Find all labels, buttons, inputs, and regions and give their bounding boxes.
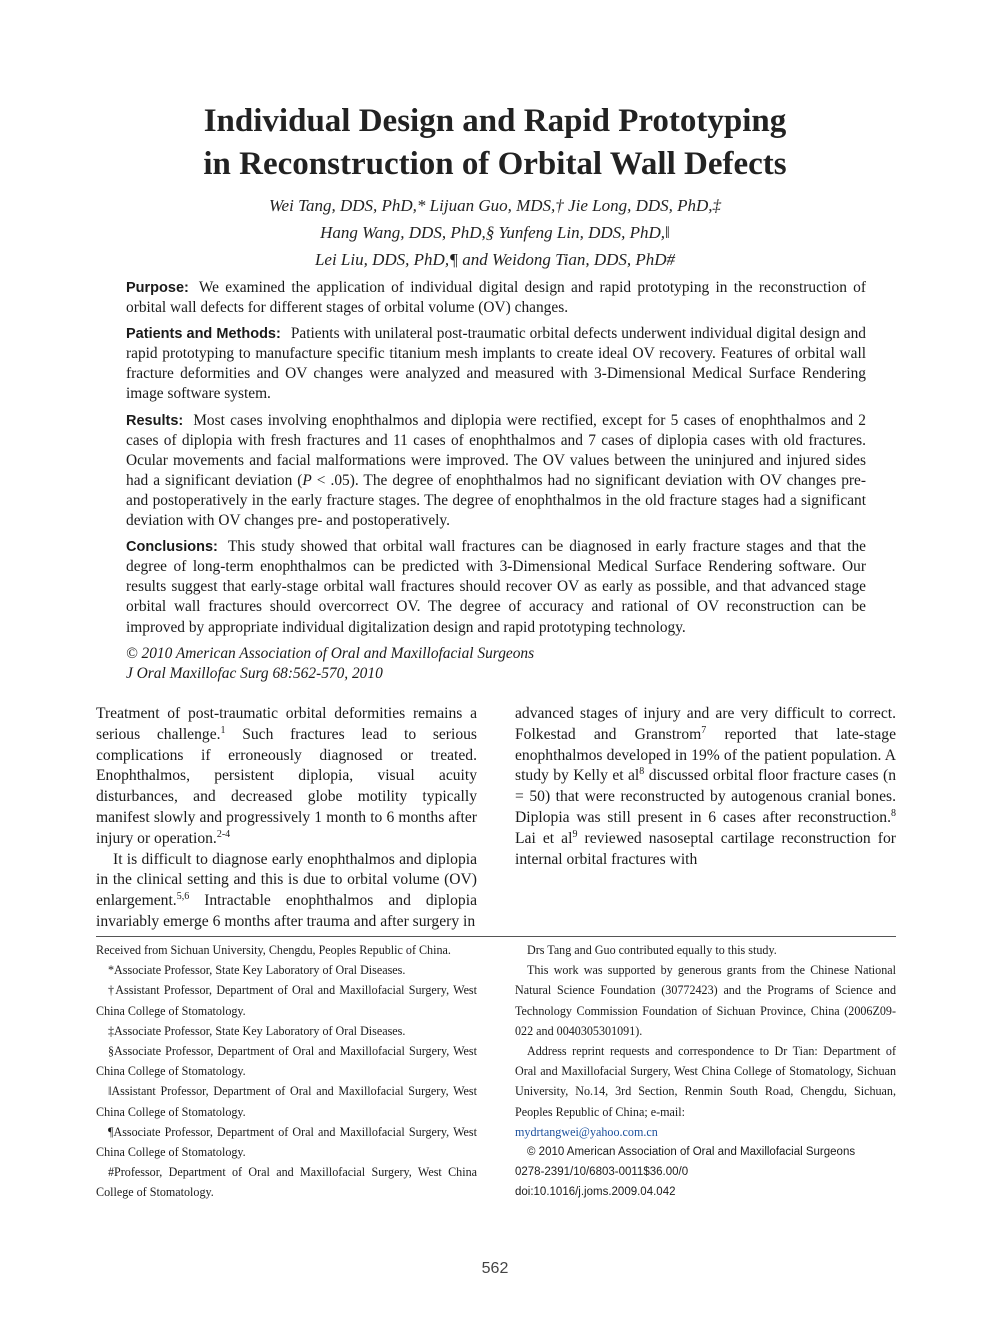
results-heading: Results: [126, 412, 184, 429]
body-text: Lai et al [515, 829, 573, 847]
footnote-author-5: ‖Assistant Professor, Department of Oral and Maxillofacial Surgery, West China College of Stomatology. [96, 1084, 477, 1119]
footnotes-right [515, 940, 896, 1203]
body-text: reported that late-stage enophthalmos developed in 19% of the patient population. A study by Kelly et al [515, 725, 896, 785]
title-line-1: Individual Design and Rapid Prototyping [203, 103, 787, 139]
body-text: Such fractures lead to serious complications if erroneously diagnosed or treated. Enophthalmos, persistent diplopia, visual acuity disturbances, and decreased globe motility typically manifest slowly and progressively 1 month to 6 months after injury or operation. [96, 725, 477, 847]
authors-line-1: Wei Tang, DDS, PhD,* Lijuan Guo, MDS,† Jie Long, DDS, PhD,‡ [268, 196, 722, 215]
footnote-issn: 0278-2391/10/6803-0011$36.00/0 [515, 1166, 689, 1179]
footnote-doi: doi:10.1016/j.joms.2009.04.042 [515, 1186, 676, 1199]
body-text: It is difficult to diagnose early enophthalmos and diplopia in the clinical setting and this is due to orbital volume (OV) enlargement. [96, 850, 477, 910]
body-text: discussed orbital floor fracture cases (n = 50) that were reconstructed by autogenous cranial bones. Diplopia was still present in 6 cases after reconstruction. [515, 767, 896, 826]
reference-link[interactable]: 8 [891, 807, 896, 819]
reference-link[interactable]: 5,6 [176, 891, 190, 903]
footnote-author-2: †Assistant Professor, Department of Oral and Maxillofacial Surgery, West China College of Stomatology. [96, 983, 477, 1018]
abstract-purpose [126, 278, 866, 318]
body-text: reviewed nasoseptal cartilage reconstruction for internal orbital fractures with [515, 829, 896, 868]
footnote-grant: This work was supported by generous grants from the Chinese National Natural Science Foundation (30772423) and the Programs of Science and Technology Commission Foundation of Sichuan Province, China (2006Z09-022 and 0040305301091). [515, 963, 896, 1038]
footnotes-left [96, 940, 477, 1203]
body-column-left [96, 704, 477, 933]
body-paragraph-2-continued [515, 704, 896, 870]
body-paragraph-1 [96, 704, 477, 850]
author-list [100, 192, 890, 273]
footnote-author-7: #Professor, Department of Oral and Maxillofacial Surgery, West China College of Stomatology. [96, 1165, 477, 1200]
page-number: 562 [481, 1260, 509, 1277]
footnote-received: Received from Sichuan University, Chengdu, Peoples Republic of China. [96, 943, 451, 957]
results-text-a: Most cases involving enophthalmos and diplopia were rectified, except for 5 cases of enophthalmos and 2 cases of diplopia with fresh fractures and 11 cases of enophthalmos and 7 cases of diplopia cases with old fractures. Ocular movements and facial malformations were improved. The OV values between the uninjured and injured sides had a significant deviation ( [126, 411, 866, 489]
reference-link[interactable]: 1 [220, 724, 226, 736]
results-text-b: < .05). The degree of enophthalmos had no significant deviation with OV changes pre- and postoperatively in the early fracture stages. The degree of enophthalmos in the old fracture stages had a significant deviation with OV changes pre- and postoperatively. [126, 471, 866, 530]
methods-heading: Patients and Methods: [126, 326, 281, 343]
footnote-author-4: §Associate Professor, Department of Oral and Maxillofacial Surgery, West China College of Stomatology. [96, 1044, 477, 1079]
purpose-heading: Purpose: [126, 280, 189, 296]
body-text: Intractable enophthalmos and diplopia invariably emerge 6 months after trauma and after surgery in [96, 892, 477, 930]
body-paragraph-2 [96, 850, 477, 933]
footnote-author-6: ¶Associate Professor, Department of Oral and Maxillofacial Surgery, West China College of Stomatology. [96, 1124, 477, 1160]
conclusions-heading: Conclusions: [126, 539, 218, 556]
abstract-methods [126, 324, 866, 404]
footnote-address: Address reprint requests and correspondence to Dr Tian: Department of Oral and Maxillofacial Surgery, West China College of Stomatology, Sichuan University, No.14, 3rd Section, Renmin South Road, Chengdu, Sichuan, Peoples Republic of China; e-mail: [515, 1044, 896, 1119]
methods-text: Patients with unilateral post-traumatic orbital defects underwent individual digital design and rapid prototyping to manufacture specific titanium mesh implants to create ideal OV recovery. Features of orbital wall fracture deformities and OV changes were analyzed and measured with 3-Dimensional Medical Surface Rendering image software system. [126, 325, 866, 403]
reference-link[interactable]: 2-4 [216, 828, 231, 840]
purpose-text: We examined the application of individual digital design and rapid prototyping in the reconstruction of orbital wall defects for different stages of orbital volume (OV) changes. [126, 279, 866, 317]
body-text: advanced stages of injury and are very difficult to correct. Folkestad and Granstrom [515, 705, 896, 743]
reference-link[interactable]: 9 [572, 828, 578, 840]
abstract [126, 278, 866, 684]
reference-link[interactable]: 8 [639, 766, 645, 778]
footnote-email-line [515, 1122, 896, 1142]
footnote-copyright: © 2010 American Association of Oral and Maxillofacial Surgeons [527, 1146, 856, 1159]
authors-line-3: Lei Liu, DDS, PhD,¶ and Weidong Tian, DDS, PhD# [314, 250, 676, 269]
email-link[interactable]: mydrtangwei@yahoo.com.cn [515, 1124, 658, 1139]
abstract-copyright: © 2010 American Association of Oral and Maxillofacial Surgeons [126, 644, 535, 662]
footnote-author-3: ‡Associate Professor, State Key Laboratory of Oral Diseases. [108, 1023, 406, 1038]
abstract-conclusions [126, 537, 866, 637]
journal-citation: J Oral Maxillofac Surg 68:562-570, 2010 [126, 664, 383, 682]
footnote-contribution: Drs Tang and Guo contributed equally to this study. [527, 943, 777, 957]
body-text: Treatment of post-traumatic orbital deformities remains a serious challenge. [96, 705, 477, 743]
reference-link[interactable]: 7 [701, 724, 707, 736]
footnote-author-1: *Associate Professor, State Key Laboratory of Oral Diseases. [108, 963, 406, 978]
article-title [60, 100, 930, 186]
conclusions-text: This study showed that orbital wall fractures can be diagnosed in early fracture stages and that the degree of long-term enophthalmos can be predicted with 3-Dimensional Medical Surface Rendering software. Our results suggest that early-stage orbital wall fractures should recover OV as early as possible, and that advanced stage orbital wall fractures should overcorrect OV. The degree of accuracy and rational of OV reconstruction can be improved by appropriate individual digitalization design and rapid prototyping technology. [126, 538, 866, 636]
footnote-divider [96, 936, 896, 937]
abstract-results [126, 411, 866, 532]
authors-line-2: Hang Wang, DDS, PhD,§ Yunfeng Lin, DDS, PhD,‖ [320, 223, 670, 242]
title-line-2: in Reconstruction of Orbital Wall Defects [203, 146, 787, 182]
body-column-right [515, 704, 896, 870]
results-p-symbol: P [302, 471, 312, 489]
